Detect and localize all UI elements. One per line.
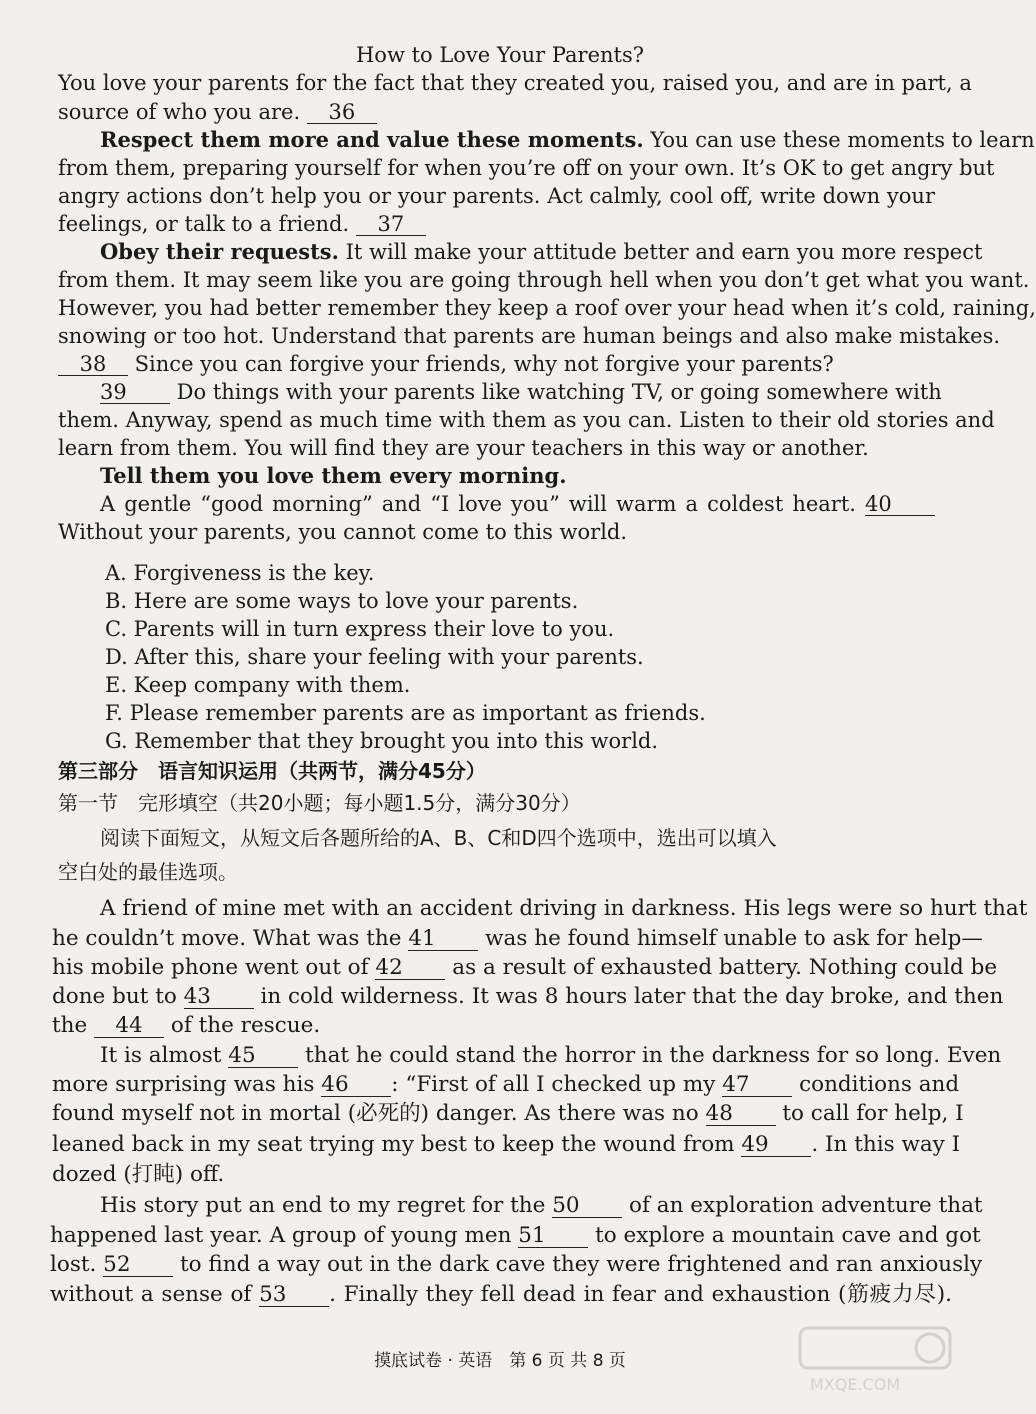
paragraph-heading: Obey their requests. xyxy=(100,239,339,264)
answer-blank: 48 xyxy=(706,1103,776,1126)
article1-line xyxy=(58,519,935,545)
line-text: source of who you are. xyxy=(58,100,301,124)
article1-line xyxy=(58,211,935,237)
answer-blank: 53 xyxy=(259,1284,329,1307)
answer-blank: 36 xyxy=(307,101,377,124)
option-item: A. Forgiveness is the key. xyxy=(105,561,375,585)
article1-line xyxy=(58,407,995,433)
line-text: . Finally they fell dead in fear and exhaustion (筋疲力尽). xyxy=(329,1282,952,1307)
line-text: to explore a mountain cave and got xyxy=(588,1223,981,1248)
article1-line xyxy=(58,183,935,209)
line-text: However, you had better remember they keep a roof over your head when it’s cold, raining, xyxy=(58,296,1036,320)
line-text: more surprising was his xyxy=(52,1072,315,1097)
answer-blank: 51 xyxy=(518,1225,588,1248)
part-heading: 第三部分 语言知识运用（共两节，满分45分） xyxy=(58,759,486,783)
line-text: lost. xyxy=(50,1252,97,1277)
article1-line xyxy=(58,70,972,96)
line-text: from them. It may seem like you are going through hell when you don’t get what you want. xyxy=(58,268,1030,292)
line-text: You love your parents for the fact that they created you, raised you, and are in part, a xyxy=(58,71,972,95)
answer-blank: 43 xyxy=(184,986,254,1009)
article2-line xyxy=(52,984,1004,1010)
watermark-logo-icon xyxy=(790,1320,960,1400)
answer-blank: 40 xyxy=(865,493,935,516)
line-text: learn from them. You will find they are your teachers in this way or another. xyxy=(58,436,869,460)
line-text: to find a way out in the dark cave they were frightened and ran anxiously xyxy=(173,1252,983,1277)
paragraph-heading: Tell them you love them every morning. xyxy=(100,463,567,488)
answer-blank: 44 xyxy=(94,1015,164,1038)
line-text: Since you can forgive your friends, why not forgive your parents? xyxy=(128,352,834,376)
article2-line xyxy=(52,1162,952,1188)
instruction-line-1: 阅读下面短文，从短文后各题所给的A、B、C和D四个选项中，选出可以填入 xyxy=(100,826,777,850)
line-text: happened last year. A group of young men xyxy=(50,1223,512,1248)
line-text: as a result of exhausted battery. Nothing could be xyxy=(445,955,998,980)
sub-heading: 第一节 完形填空（共20小题；每小题1.5分，满分30分） xyxy=(58,791,581,815)
line-text: : “First of all I checked up my xyxy=(391,1072,716,1097)
article1-line xyxy=(100,463,935,489)
article2-line xyxy=(52,955,998,981)
svg-text:MXQE.COM: MXQE.COM xyxy=(810,1375,901,1394)
article-title-text: How to Love Your Parents? xyxy=(355,43,644,67)
line-text: without a sense of xyxy=(50,1282,252,1307)
article1-line xyxy=(100,491,935,517)
line-text: them. Anyway, spend as much time with them as you can. Listen to their old stories and xyxy=(58,408,995,432)
article1-line xyxy=(100,127,1035,153)
article1-line xyxy=(100,379,942,405)
line-text: Do things with your parents like watching TV, or going somewhere with xyxy=(170,380,942,404)
line-text: Without your parents, you cannot come to this world. xyxy=(58,520,628,544)
line-text: that he could stand the horror in the darkness for so long. Even xyxy=(298,1043,1002,1068)
paragraph-heading: Respect them more and value these moments. xyxy=(100,127,644,152)
line-text: A gentle “good morning” and “I love you” will warm a coldest heart. xyxy=(100,492,856,516)
option-item: G. Remember that they brought you into this world. xyxy=(105,729,659,753)
line-text: conditions and xyxy=(792,1072,960,1097)
line-text: His story put an end to my regret for the xyxy=(100,1193,546,1218)
answer-blank: 45 xyxy=(228,1045,298,1068)
line-text: . In this way I xyxy=(811,1132,961,1157)
line-text: leaned back in my seat trying my best to keep the wound from xyxy=(52,1132,735,1157)
article2-line xyxy=(100,896,1028,922)
article2-line xyxy=(100,1193,983,1219)
line-text: You can use these moments to learn xyxy=(643,128,1035,152)
answer-blank: 39 xyxy=(100,381,170,404)
option-item: B. Here are some ways to love your parents. xyxy=(105,589,579,613)
line-text: A friend of mine met with an accident driving in darkness. His legs were so hurt that xyxy=(100,896,1028,921)
line-text: of an exploration adventure that xyxy=(622,1193,983,1218)
line-text: angry actions don’t help you or your parents. Act calmly, cool off, write down your xyxy=(58,184,935,208)
answer-blank: 42 xyxy=(375,957,445,980)
instruction-line-2: 空白处的最佳选项。 xyxy=(58,860,238,884)
article2-line xyxy=(50,1252,983,1278)
article2-line xyxy=(100,1043,1002,1069)
line-text: done but to xyxy=(52,984,177,1009)
option-item: F. Please remember parents are as important as friends. xyxy=(105,701,706,725)
article2-line xyxy=(50,1223,981,1249)
article1-line xyxy=(58,323,1001,349)
line-text: feelings, or talk to a friend. xyxy=(58,212,350,236)
line-text: from them, preparing yourself for when you’re off on your own. It’s OK to get angry but xyxy=(58,156,995,180)
line-text: found myself not in mortal (必死的) danger. As there was no xyxy=(52,1101,699,1126)
answer-blank: 37 xyxy=(356,213,426,236)
line-text: It is almost xyxy=(100,1043,222,1068)
article1-line xyxy=(58,267,1030,293)
answer-blank: 46 xyxy=(321,1074,391,1097)
answer-blank: 52 xyxy=(103,1254,173,1277)
article2-line xyxy=(52,1013,952,1039)
option-item: E. Keep company with them. xyxy=(105,673,411,697)
article1-line xyxy=(58,351,935,377)
answer-blank: 50 xyxy=(552,1195,622,1218)
line-text: to call for help, I xyxy=(775,1101,964,1126)
article1-line xyxy=(58,155,995,181)
line-text: snowing or too hot. Understand that parents are human beings and also make mistakes. xyxy=(58,324,1001,348)
answer-blank: 38 xyxy=(58,353,128,376)
article2-line xyxy=(52,1072,960,1098)
article2-line xyxy=(52,1101,964,1127)
page-footer: 摸底试卷 · 英语 第 6 页 共 8 页 xyxy=(374,1351,626,1371)
answer-blank: 41 xyxy=(408,928,478,951)
article1-line xyxy=(100,239,983,265)
article1-line xyxy=(58,99,935,125)
article2-line xyxy=(52,1132,961,1158)
answer-blank: 47 xyxy=(722,1074,792,1097)
article1-line xyxy=(58,435,935,461)
article1-line xyxy=(58,295,1036,321)
line-text: the xyxy=(52,1013,88,1038)
line-text: was he found himself unable to ask for help— xyxy=(478,926,983,951)
line-text: in cold wilderness. It was 8 hours later that the day broke, and then xyxy=(253,984,1004,1009)
article2-line xyxy=(52,926,983,952)
option-item: D. After this, share your feeling with your parents. xyxy=(105,645,644,669)
line-text: It will make your attitude better and earn you more respect xyxy=(338,240,983,264)
option-item: C. Parents will in turn express their love to you. xyxy=(105,617,615,641)
line-text: his mobile phone went out of xyxy=(52,955,369,980)
article2-line xyxy=(50,1282,952,1308)
line-text: dozed (打盹) off. xyxy=(52,1162,225,1187)
line-text: he couldn’t move. What was the xyxy=(52,926,402,951)
line-text: of the rescue. xyxy=(164,1013,321,1038)
answer-blank: 49 xyxy=(741,1134,811,1157)
article-title xyxy=(0,42,1000,68)
